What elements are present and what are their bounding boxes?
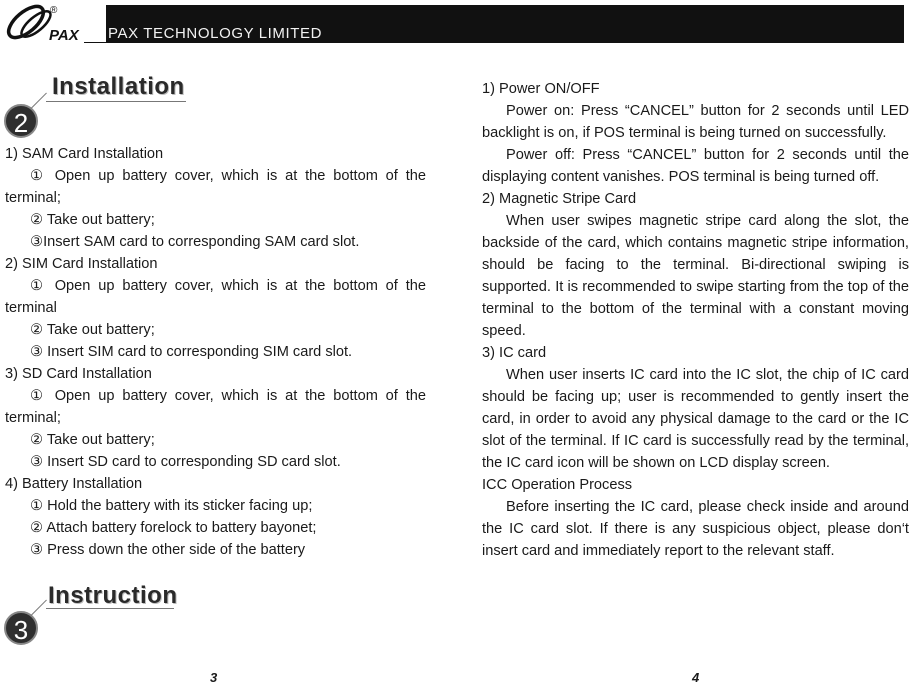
section-connector	[31, 600, 47, 616]
sim-step-3: ③ Insert SIM card to corresponding SIM card slot.	[30, 344, 353, 360]
sam-heading: 1) SAM Card Installation	[5, 146, 164, 162]
sim-heading: 2) SIM Card Installation	[5, 256, 158, 272]
battery-step-3: ③ Press down the other side of the battery	[30, 542, 306, 558]
battery-heading: 4) Battery Installation	[5, 476, 143, 492]
company-name: PAX TECHNOLOGY LIMITED	[108, 25, 323, 42]
registered-mark: ®	[50, 5, 58, 16]
section-connector	[31, 93, 47, 109]
sd-step-3: ③ Insert SD card to corresponding SD card slot.	[30, 454, 341, 470]
magnetic-heading: 2) Magnetic Stripe Card	[482, 191, 637, 207]
section-title-instruction: Instruction	[48, 582, 178, 609]
sd-step-1: ① Open up battery cover, which is at the bottom of the terminal;	[5, 388, 426, 426]
section-number-badge: 2	[4, 104, 38, 138]
sim-step-2: ② Take out battery;	[30, 322, 155, 338]
sam-step-3: ③Insert SAM card to corresponding SAM card slot.	[30, 234, 360, 250]
pax-logo	[2, 2, 106, 42]
ic-text: When user inserts IC card into the IC slot, the chip of IC card should be facing up; user is recommended to gently insert the card, in order to avoid any physical damage to the card or the IC slot of the terminal. If IC card is successfully read by the terminal, the IC card icon will be shown on LCD display screen.	[482, 367, 909, 471]
power-heading: 1) Power ON/OFF	[482, 81, 600, 97]
power-on-text: Power on: Press “CANCEL” button for 2 seconds until LED backlight is on, if POS terminal is being turned on successfully.	[482, 103, 909, 141]
sd-heading: 3) SD Card Installation	[5, 366, 152, 382]
battery-step-2: ② Attach battery forelock to battery bayonet;	[30, 520, 317, 536]
sim-step-1: ① Open up battery cover, which is at the bottom of the terminal	[5, 278, 426, 316]
sam-step-1: ① Open up battery cover, which is at the bottom of the terminal;	[5, 168, 426, 206]
logo-text: PAX	[49, 27, 79, 42]
header-bar	[84, 5, 904, 43]
icc-text: Before inserting the IC card, please check inside and around the IC card slot. If there is any suspicious object, please don‘t insert card and immediately report to the relevant staff.	[482, 499, 909, 559]
icc-heading: ICC Operation Process	[482, 477, 633, 493]
power-off-text: Power off: Press “CANCEL” button for 2 seconds until the displaying content vanishes. POS terminal is being turned off.	[482, 147, 909, 185]
section-number-badge: 3	[4, 611, 38, 645]
section-title-installation: Installation	[52, 73, 185, 100]
right-column	[482, 78, 909, 562]
page-number: 4	[692, 670, 700, 685]
magnetic-text: When user swipes magnetic stripe card along the slot, the backside of the card, which contains magnetic stripe information, should be facing to the terminal. Bi-directional swiping is supported. It is recommended to swipe starting from the top of the terminal to the bottom of the terminal with a constant moving speed.	[482, 213, 909, 339]
section-underline	[46, 101, 186, 102]
sd-step-2: ② Take out battery;	[30, 432, 155, 448]
ic-heading: 3) IC card	[482, 345, 547, 361]
page-number: 3	[210, 670, 218, 685]
battery-step-1: ① Hold the battery with its sticker facing up;	[30, 498, 313, 514]
sam-step-2: ② Take out battery;	[30, 212, 155, 228]
left-column	[5, 143, 426, 561]
